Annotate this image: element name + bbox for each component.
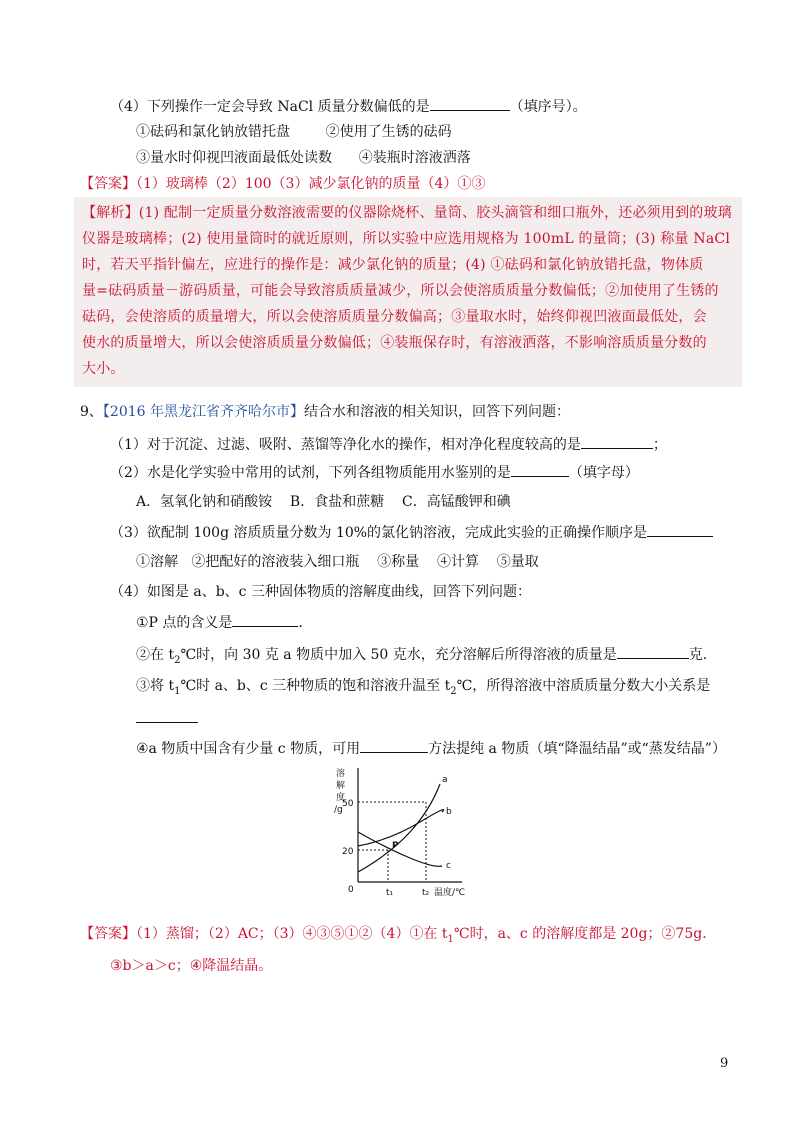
answer-blank xyxy=(511,462,569,477)
sub-text: ④a 物质中国含有少量 c 物质，可用 xyxy=(136,741,361,757)
sub-text: ①P 点的含义是 xyxy=(136,615,233,631)
q9-part4-sub2 xyxy=(136,644,707,671)
question-number: 9、 xyxy=(80,404,103,420)
sub-text: 克. xyxy=(688,647,708,663)
answer-blank xyxy=(232,612,298,627)
answer-text: ℃时，a、c 的溶解度都是 20g；②75g. xyxy=(453,926,707,942)
analysis-line: 大小。 xyxy=(82,361,125,377)
q9-answer-line2: ③b＞a＞c；④降温结晶。 xyxy=(110,958,273,974)
q8-answer xyxy=(80,174,485,194)
q9-answer xyxy=(80,924,707,950)
curve-a xyxy=(358,784,440,872)
q9-part3 xyxy=(110,522,713,543)
y-label-char: /g xyxy=(334,805,343,815)
analysis-line: 使水的质量增大，所以会使溶质质量分数偏低；④装瓶保存时，有溶液洒落，不影响溶质质量分数的 xyxy=(82,335,707,351)
q8-part4-options-1: ①砝码和氯化钠放错托盘 ②使用了生锈的砝码 xyxy=(136,124,452,140)
sub-text: ℃时 a、b、c 三种物质的饱和溶液升温至 t xyxy=(180,678,451,694)
analysis-line: 砝码，会使溶质的质量增大，所以会使溶质质量分数偏高；③量取水时，始终仰视凹液面最低处，会 xyxy=(82,309,707,325)
y-label-char: 解 xyxy=(336,781,346,791)
q8-part4-suffix: （填序号）。 xyxy=(509,99,587,115)
subscript: 2 xyxy=(174,654,181,666)
answer-blank xyxy=(430,96,510,111)
point-p-label: P xyxy=(392,841,399,851)
answer-blank xyxy=(581,434,653,449)
solubility-curve-figure xyxy=(330,762,470,902)
answer-label: 【答案】 xyxy=(80,176,136,192)
q8-part4-options-2: ③量水时仰视凹液面最低处读数 ④装瓶时溶液洒落 xyxy=(136,150,471,166)
answer-blank xyxy=(136,708,198,723)
q8-part4 xyxy=(110,96,587,117)
page-number: 9 xyxy=(720,1056,729,1071)
analysis-line: 量=砝码质量－游码质量，可能会导致溶质质量减少，所以会使溶质质量分数偏低；②加使用了生锈的 xyxy=(82,283,719,299)
answer-blank xyxy=(617,644,689,659)
q9-part1 xyxy=(110,434,667,455)
question-source: 【2016 年黑龙江省齐齐哈尔市】 xyxy=(102,404,305,420)
answer-label: 【答案】 xyxy=(80,926,136,942)
part-suffix: （填字母） xyxy=(568,465,639,481)
origin-label: 0 xyxy=(348,885,354,895)
analysis-line: 时，若天平指针偏左，应进行的操作是：减少氯化钠的质量；(4) ①砝码和氯化钠放错托盘，物体质 xyxy=(82,257,704,273)
q8-analysis xyxy=(74,197,742,387)
answer-blank xyxy=(647,522,713,537)
answer-text: （1）蒸馏；（2）AC；（3）④③⑤①②（4）①在 t xyxy=(136,926,448,942)
q9-part4-sub1 xyxy=(136,612,303,633)
y-label-char: 度 xyxy=(336,793,346,803)
q9-part2-options: A．氢氧化钠和硝酸铵 B．食盐和蔗糖 C．高锰酸钾和碘 xyxy=(136,494,511,510)
x-label: 温度/℃ xyxy=(434,888,466,898)
y-label-char: 溶 xyxy=(336,769,346,779)
subscript: 1 xyxy=(174,685,181,697)
q8-part4-prefix: （4）下列操作一定会导致 NaCl 质量分数偏低的是 xyxy=(110,99,430,115)
q9-part2 xyxy=(110,462,639,483)
q9-part4-sub3-blank xyxy=(136,708,198,729)
q9-part4-sub3 xyxy=(136,676,710,702)
y-tick-50: 50 xyxy=(342,799,354,809)
sub-text: ②在 t xyxy=(136,647,175,663)
curve-label-b: b xyxy=(446,807,452,817)
curve-c xyxy=(358,832,442,866)
part-suffix: ； xyxy=(652,437,667,453)
analysis-line: 仪器是玻璃棒；(2) 使用量筒时的就近原则，所以实验中应选用规格为 100mL 的量筒；(3) 称量 NaCl xyxy=(82,231,730,247)
sub-text: ③将 t xyxy=(136,678,175,694)
sub-text: 方法提纯 a 物质（填“降温结晶”或“蒸发结晶”） xyxy=(428,741,726,757)
sub-text: ℃时，向 30 克 a 物质中加入 50 克水，充分溶解后所得溶液的质量是 xyxy=(180,647,617,663)
q9-part3-options: ①溶解 ②把配好的溶液装入细口瓶 ③称量 ④计算 ⑤量取 xyxy=(136,554,539,570)
subscript: 2 xyxy=(450,685,457,697)
x-tick-t2: t₂ xyxy=(422,888,430,898)
analysis-line: 【解析】(1) 配制一定质量分数溶液需要的仪器除烧杯、量筒、胶头滴管和细口瓶外，还必须用到的玻璃 xyxy=(82,205,732,221)
q9-part4-sub4 xyxy=(136,738,726,759)
part-text: （1）对于沉淀、过滤、吸附、蒸馏等净化水的操作，相对净化程度较高的是 xyxy=(110,437,581,453)
sub-text: ℃，所得溶液中溶质质量分数大小关系是 xyxy=(456,678,711,694)
sub-text: . xyxy=(298,615,303,631)
y-tick-20: 20 xyxy=(342,847,354,857)
subscript: 1 xyxy=(447,933,454,945)
part-text: （3）欲配制 100g 溶质质量分数为 10%的氯化钠溶液，完成此实验的正确操作顺序是 xyxy=(110,525,648,541)
curve-label-c: c xyxy=(446,861,451,871)
question-stem: 结合水和溶液的相关知识，回答下列问题： xyxy=(304,404,571,420)
q9-part4: （4）如图是 a、b、c 三种固体物质的溶解度曲线，回答下列问题： xyxy=(110,584,531,600)
q9-header xyxy=(80,402,570,422)
answer-text: （1）玻璃棒（2）100（3）减少氯化钠的质量（4）①③ xyxy=(136,176,486,192)
x-tick-t1: t₁ xyxy=(386,888,394,898)
answer-blank xyxy=(360,738,428,753)
curve-label-a: a xyxy=(442,775,448,785)
part-text: （2）水是化学实验中常用的试剂，下列各组物质能用水鉴别的是 xyxy=(110,465,511,481)
